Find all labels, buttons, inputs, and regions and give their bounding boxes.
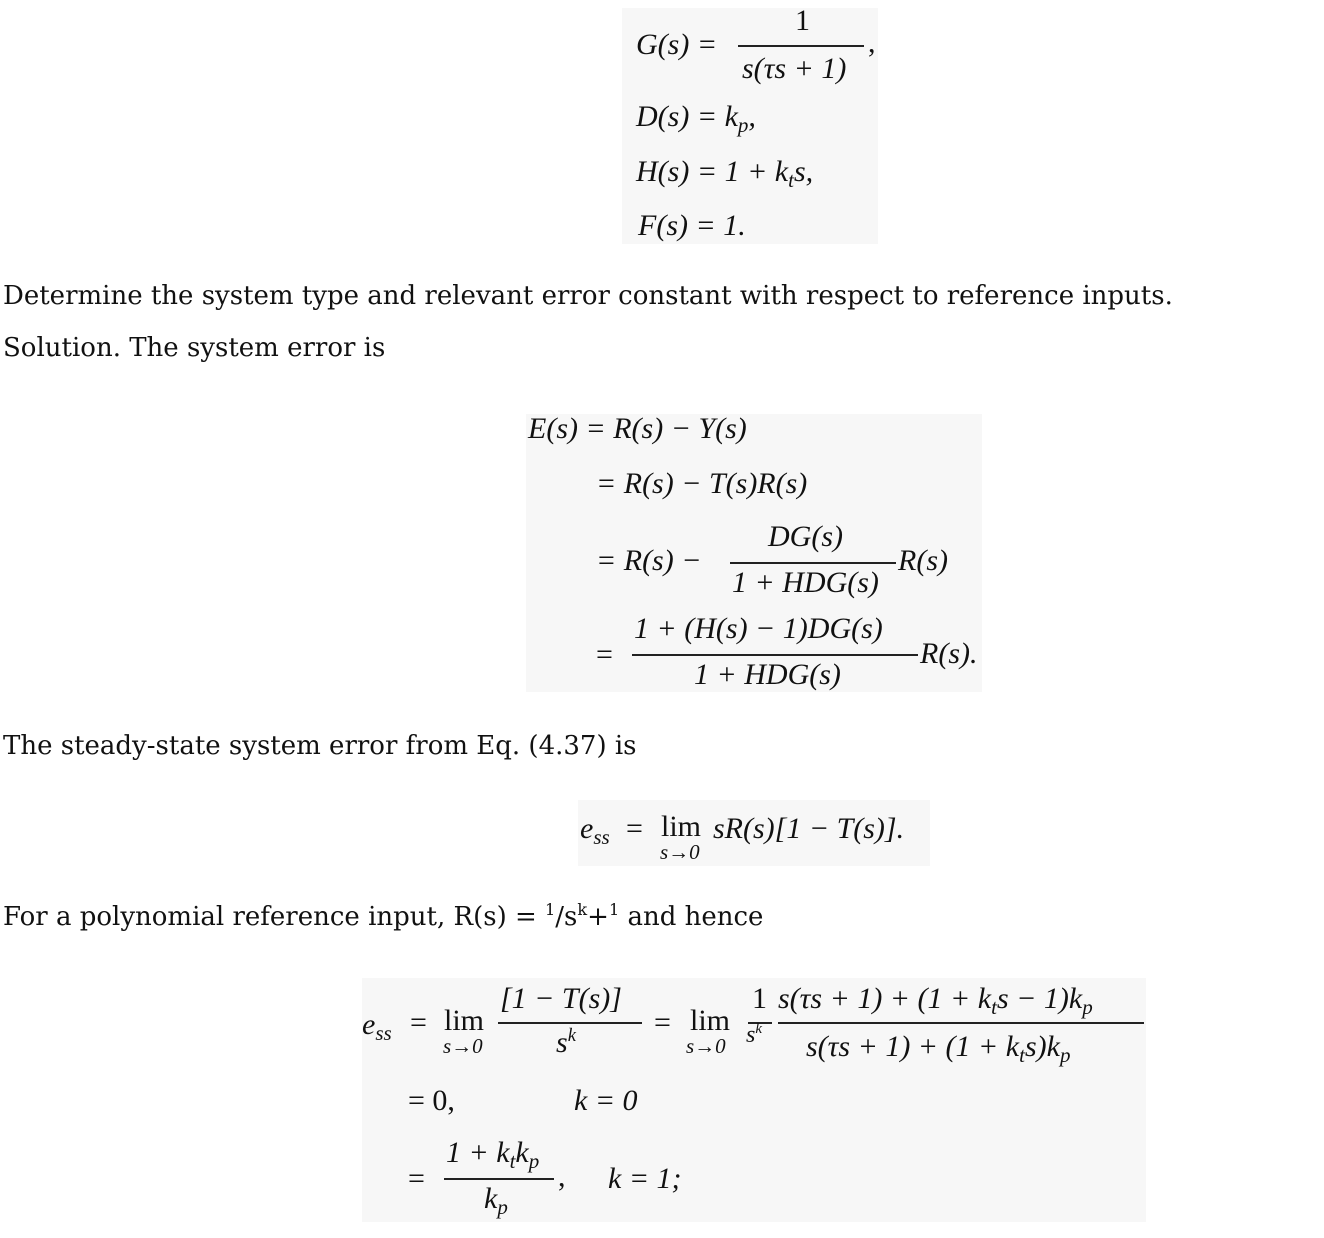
d-equation: $D(s) = k_p$, — [636, 100, 756, 138]
final-frac2-denominator: $s^k$ — [746, 1021, 762, 1048]
error-line-3-fraction-line — [730, 562, 896, 564]
final-row3-comma: , — [558, 1160, 566, 1193]
final-frac3-line — [778, 1022, 1144, 1024]
error-line-4-lhs: = — [596, 638, 613, 671]
final-row3-equals: = — [408, 1162, 425, 1195]
paragraph-steady-state: The steady-state system error from Eq. (4.37) is — [3, 731, 637, 761]
final-row2: = 0, — [408, 1084, 455, 1117]
final-row3-condition: k = 1; — [608, 1162, 682, 1195]
final-lim-2-sub: s→0 — [686, 1034, 726, 1058]
error-line-4-fraction-line — [632, 654, 918, 656]
paragraph-solution: Solution. The system error is — [3, 333, 386, 363]
g-trailing: , — [868, 26, 876, 59]
final-lhs: $e_{ss}$ — [362, 1008, 392, 1046]
g-denominator: s(τs + 1) — [742, 52, 847, 85]
final-lim-1-sub: s→0 — [443, 1034, 483, 1058]
paragraph-determine: Determine the system type and relevant error constant with respect to reference inputs. — [3, 281, 1173, 311]
final-lim-1: lim — [444, 1004, 485, 1037]
error-line-3-tail: R(s) — [898, 544, 948, 577]
ess-lim: lim — [661, 810, 702, 843]
final-equals-2: = — [654, 1006, 671, 1039]
error-line-2: = R(s) − T(s)R(s) — [596, 467, 808, 500]
error-line-1: E(s) = R(s) − Y(s) — [528, 412, 747, 445]
g-lhs: G(s) = — [636, 28, 718, 61]
paragraph-polynomial: For a polynomial reference input, $R(s) = ^1/s^k+^1$ and hence — [3, 900, 764, 932]
final-frac1-line — [498, 1022, 642, 1024]
error-line-4-numerator: 1 + (H(s) − 1)DG(s) — [634, 612, 883, 645]
ess-lim-sub: s→0 — [660, 840, 700, 864]
error-line-3-denominator: 1 + HDG(s) — [732, 566, 879, 599]
final-row3-denominator: $k_p$ — [484, 1182, 508, 1220]
ess-equals: = — [626, 812, 643, 845]
error-line-4-denominator: 1 + HDG(s) — [694, 658, 841, 691]
final-row2-condition: k = 0 — [574, 1084, 638, 1117]
final-frac3-denominator: $s(\tau s + 1) + (1 + k_ts)k_p$ — [806, 1030, 1071, 1068]
h-equation: $H(s) = 1 + k_ts$, — [636, 155, 814, 193]
final-frac1-numerator: [1 − T(s)] — [500, 982, 622, 1015]
final-frac2-numerator: 1 — [752, 982, 767, 1015]
ess-lhs: $e_{ss}$ — [580, 812, 610, 850]
g-numerator: 1 — [795, 4, 810, 37]
error-line-3-lhs: = R(s) − — [596, 544, 702, 577]
f-equation: F(s) = 1. — [638, 209, 746, 242]
final-equals-1: = — [410, 1006, 427, 1039]
error-line-4-tail: R(s). — [920, 637, 978, 670]
ess-rhs: sR(s)[1 − T(s)]. — [713, 812, 905, 845]
error-line-3-numerator: DG(s) — [768, 520, 843, 553]
final-frac3-numerator: $s(\tau s + 1) + (1 + k_ts - 1)k_p$ — [778, 982, 1093, 1020]
final-frac1-denominator: $s^k$ — [556, 1024, 576, 1059]
g-fraction-line — [738, 45, 864, 47]
final-row3-numerator: $1 + k_tk_p$ — [446, 1136, 540, 1174]
final-lim-2: lim — [690, 1004, 731, 1037]
final-row3-fraction-line — [444, 1178, 554, 1180]
